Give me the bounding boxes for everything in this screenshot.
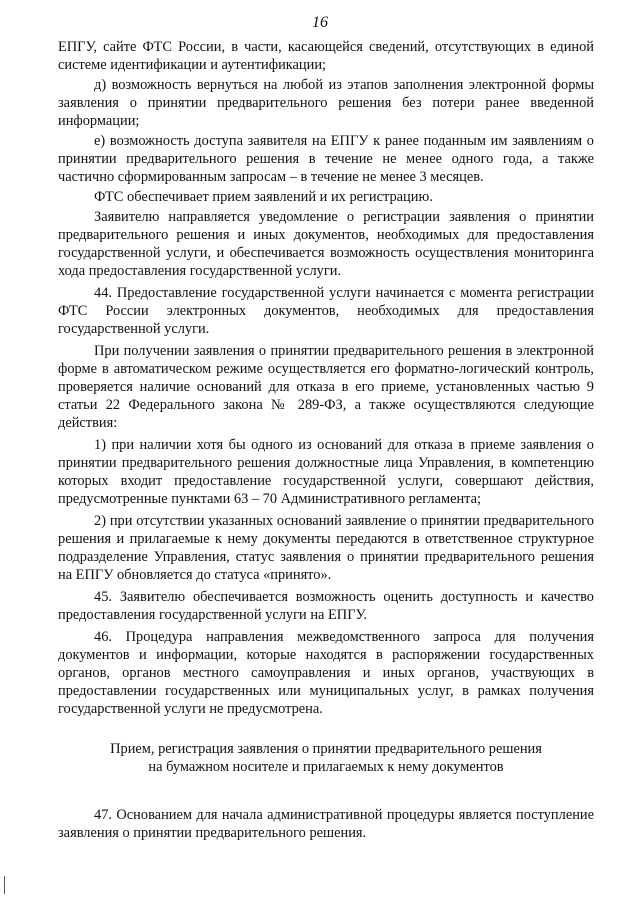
paragraph-44: 44. Предоставление государственной услуги начинается с момента регистрации ФТС России электронных документов, необходимых для предоставления государственной услуги. [58, 285, 594, 337]
paragraph-epgu-continuation: ЕПГУ, сайте ФТС России, в части, касающейся сведений, отсутствующих в единой системе идентификации и аутентификации; [58, 39, 594, 73]
section-heading [58, 740, 594, 776]
section-heading-line-2: на бумажном носителе и прилагаемых к нему документов [148, 759, 504, 775]
paragraph-fts-reception: ФТС обеспечивает прием заявлений и их регистрацию. [94, 189, 433, 205]
paragraph-46: 46. Процедура направления межведомственного запроса для получения документов и информации, которые находятся в распоряжении государственных органов, органов местного самоуправления и иных органов, участвующих в предоставлении государственных или муниципальных услуг, в рамках получения государственной услуги не предусмотрена. [58, 629, 594, 717]
paragraph-item-1: 1) при наличии хотя бы одного из оснований для отказа в приеме заявления о принятии предварительного решения должностные лица Управления, в компетенцию которых входит предоставление государственной услуги, совершают действия, предусмотренные пунктами 63 – 70 Административного регламента; [58, 437, 594, 507]
margin-mark [4, 876, 5, 894]
page-number: 16 [312, 14, 328, 31]
paragraph-item-e: е) возможность доступа заявителя на ЕПГУ к ранее поданным им заявлениям о принятии предварительного решения в течение не менее одного года, а также частично сформированным запросам – в течение не менее 3 месяцев. [58, 133, 594, 185]
section-heading-line-1: Прием, регистрация заявления о принятии предварительного решения [110, 741, 542, 757]
document-body [58, 38, 594, 844]
paragraph-47: 47. Основанием для начала административной процедуры является поступление заявления о принятии предварительного решения. [58, 807, 594, 841]
paragraph-45: 45. Заявителю обеспечивается возможность оценить доступность и качество предоставления государственной услуги на ЕПГУ. [58, 589, 594, 623]
paragraph-item-d: д) возможность вернуться на любой из этапов заполнения электронной формы заявления о принятии предварительного решения без потери ранее введенной информации; [58, 77, 594, 129]
paragraph-electronic-control: При получении заявления о принятии предварительного решения в электронной форме в автоматическом режиме осуществляется его форматно-логический контроль, проверяется наличие оснований для отказа в его приеме, установленных частью 9 статьи 22 Федерального закона № 289-ФЗ, а также осуществляются следующие действия: [58, 343, 594, 431]
paragraph-item-2: 2) при отсутствии указанных оснований заявление о принятии предварительного решения и прилагаемые к нему документы передаются в ответственное структурное подразделение Управления, статус заявления о принятии предварительного решения на ЕПГУ обновляется до статуса «принято». [58, 513, 594, 583]
paragraph-notification: Заявителю направляется уведомление о регистрации заявления о принятии предварительного решения и иных документов, необходимых для предоставления государственной услуги, и обеспечивается возможность осуществления мониторинга хода предоставления государственной услуги. [58, 209, 594, 279]
